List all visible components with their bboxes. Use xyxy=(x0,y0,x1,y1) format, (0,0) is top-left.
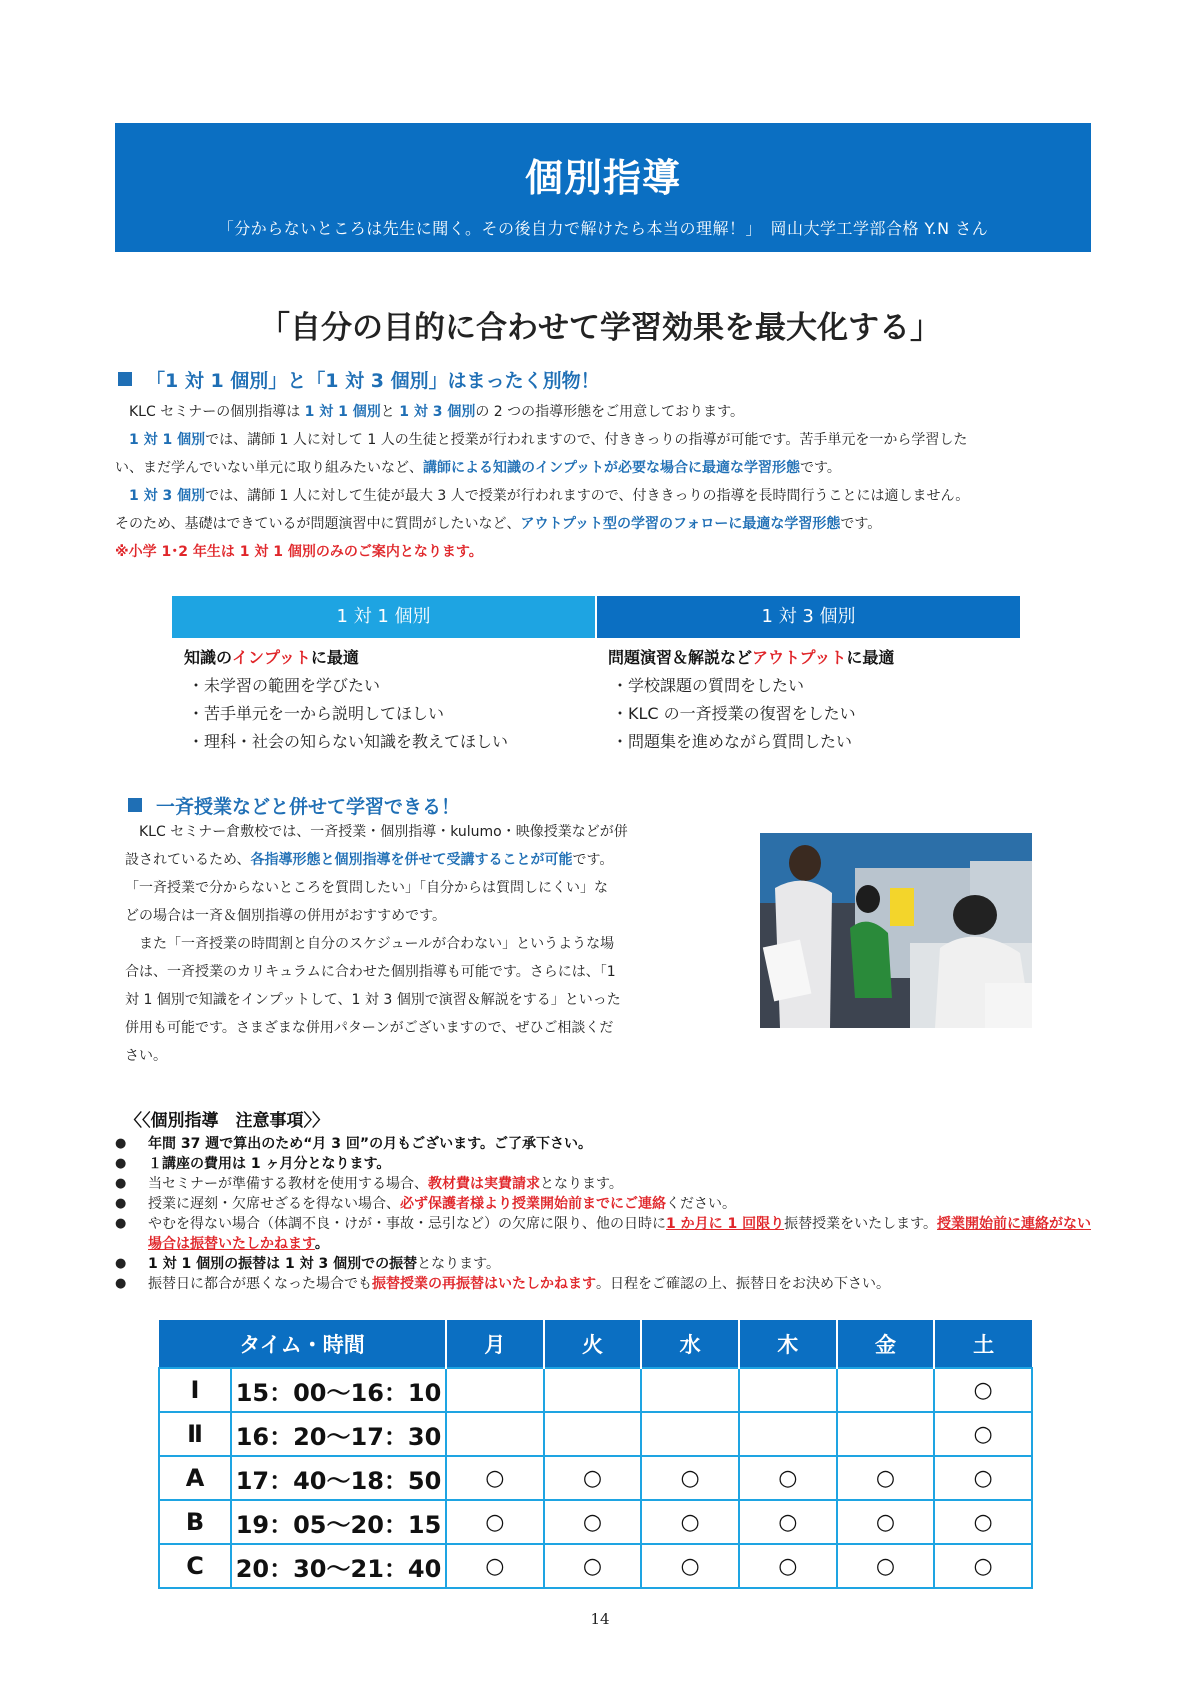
list-item: ● 1 対 1 個別の振替は 1 対 3 個別での振替となります。 xyxy=(115,1256,500,1272)
table-cell: ○ xyxy=(544,1456,642,1500)
column-header: 水 xyxy=(641,1320,739,1368)
column-header: 木 xyxy=(739,1320,837,1368)
paragraph-1on3: 1 対 3 個別では、講師 1 人に対して生徒が最大 3 人で授業が行われますので、付ききっりの指導を長時間行うことには適しません。 xyxy=(129,488,970,504)
text-line: 設されているため、各指導形態と個別指導を併せて受講することが可能です。 xyxy=(125,852,614,868)
compare-header-1on3: 1 対 3 個別 xyxy=(597,596,1020,638)
compare-lead: 問題演習＆解説などアウトプットに最適 xyxy=(608,648,895,667)
page-title: 個別指導 xyxy=(524,156,681,200)
section-heading-formats: 「1 対 1 個別」と「1 対 3 個別」はまったく別物！ xyxy=(118,366,600,393)
table-cell: ○ xyxy=(641,1456,739,1500)
period-label: A xyxy=(159,1456,231,1500)
period-time: 15：00～16：10 xyxy=(231,1368,446,1412)
compare-lead: 知識のインプットに最適 xyxy=(184,648,359,667)
square-bullet-icon xyxy=(128,798,142,812)
main-headline: 「自分の目的に合わせて学習効果を最大化する」 xyxy=(259,310,941,346)
table-cell: ○ xyxy=(739,1544,837,1588)
page-number: 14 xyxy=(590,1610,610,1628)
classroom-photo xyxy=(760,833,1032,1028)
classroom-photo-image xyxy=(760,833,1032,1028)
table-cell: ○ xyxy=(934,1368,1032,1412)
list-item: ・苦手単元を一から説明してほしい xyxy=(188,704,445,723)
bullet-icon: ● xyxy=(115,1156,127,1171)
list-item: ● 振替日に都合が悪くなった場合でも振替授業の再振替はいたしかねます。日程をご確認の上、振替日をお決め下さい。 xyxy=(115,1276,890,1292)
table-cell: ○ xyxy=(934,1412,1032,1456)
text-line: 「一斉授業で分からないところを質問したい」「自分からは質問しにくい」な xyxy=(125,880,608,896)
bullet-icon: ● xyxy=(115,1196,127,1211)
period-label: Ⅰ xyxy=(159,1368,231,1412)
table-cell xyxy=(837,1368,935,1412)
paragraph-1on1: 1 対 1 個別では、講師 1 人に対して 1 人の生徒と授業が行われますので、付ききっりの指導が可能です。苦手単元を一から学習した xyxy=(129,432,968,448)
column-header: 金 xyxy=(837,1320,935,1368)
table-cell xyxy=(544,1412,642,1456)
text-line: 合は、一斉授業のカリキュラムに合わせた個別指導も可能です。さらには、「1 xyxy=(125,964,616,980)
table-cell: ○ xyxy=(934,1456,1032,1500)
compare-column-1on3 xyxy=(596,644,1020,756)
period-time: 19：05～20：15 xyxy=(231,1500,446,1544)
period-label: C xyxy=(159,1544,231,1588)
text-line: KLC セミナー倉敷校では、一斉授業・個別指導・kulumo・映像授業などが併 xyxy=(139,824,628,840)
bullet-icon: ● xyxy=(115,1176,127,1191)
table-cell: ○ xyxy=(837,1500,935,1544)
column-header: 火 xyxy=(544,1320,642,1368)
list-item: ● 年間 37 週で算出のため“月 3 回”の月もございます。ご了承下さい。 xyxy=(115,1136,593,1152)
header-banner xyxy=(115,123,1091,252)
schedule-table xyxy=(158,1320,1033,1589)
period-time: 20：30～21：40 xyxy=(231,1544,446,1588)
grade-note: ※小学 1･2 年生は 1 対 1 個別のみのご案内となります。 xyxy=(115,544,483,560)
bullet-icon: ● xyxy=(115,1136,127,1151)
section-combined-body xyxy=(125,818,705,1070)
section-heading-combined: 一斉授業などと併せて学習できる！ xyxy=(128,792,460,819)
text-line: さい。 xyxy=(125,1048,167,1064)
table-cell: ○ xyxy=(641,1500,739,1544)
table-cell xyxy=(641,1412,739,1456)
square-bullet-icon xyxy=(118,372,132,386)
table-cell: ○ xyxy=(641,1544,739,1588)
column-header: 土 xyxy=(934,1320,1032,1368)
list-item: ・KLC の一斉授業の復習をしたい xyxy=(612,704,856,723)
format-comparison xyxy=(172,596,1020,756)
table-cell: ○ xyxy=(544,1500,642,1544)
table-cell xyxy=(837,1412,935,1456)
table-cell xyxy=(544,1368,642,1412)
list-item: ・問題集を進めながら質問したい xyxy=(612,732,853,751)
section-formats-body xyxy=(115,398,1100,566)
table-cell: ○ xyxy=(446,1544,544,1588)
period-label: Ⅱ xyxy=(159,1412,231,1456)
testimonial-quote: 「分からないところは先生に聞く。その後自力で解けたら本当の理解！」 岡山大学工学部合格 Y.N さん xyxy=(217,219,989,238)
list-item: ・未学習の範囲を学びたい xyxy=(188,676,381,695)
paragraph-intro: KLC セミナーの個別指導は 1 対 1 個別と 1 対 3 個別の 2 つの指導形態をご用意しております。 xyxy=(129,404,745,420)
text-line: また「一斉授業の時間割と自分のスケジュールが合わない」というような場 xyxy=(139,936,615,952)
paragraph-1on3-cont: そのため、基礎はできているが問題演習中に質問がしたいなど、アウトプット型の学習のフォローに最適な学習形態です。 xyxy=(115,516,882,532)
list-item: ● 当セミナーが準備する教材を使用する場合、教材費は実費請求となります。 xyxy=(115,1176,623,1192)
compare-header-1on1: 1 対 1 個別 xyxy=(172,596,595,638)
table-cell: ○ xyxy=(739,1456,837,1500)
text-line: 対 1 個別で知識をインプットして、1 対 3 個別で演習＆解説をする」といった xyxy=(125,992,621,1008)
list-item: ● やむを得ない場合（体調不良・けが・事故・忌引など）の欠席に限り、他の日時に1 か月に 1 回限り振替授業をいたします。授業開始前に連絡がない場合は振替いたしかねます。 xyxy=(115,1216,1091,1252)
period-time: 16：20～17：30 xyxy=(231,1412,446,1456)
compare-column-1on1 xyxy=(172,644,596,756)
table-cell: ○ xyxy=(934,1544,1032,1588)
period-time: 17：40～18：50 xyxy=(231,1456,446,1500)
table-row xyxy=(159,1412,1032,1456)
bullet-icon: ● xyxy=(115,1256,127,1271)
list-item: ● １講座の費用は 1 ヶ月分となります。 xyxy=(115,1156,391,1172)
table-row xyxy=(159,1456,1032,1500)
column-header: 月 xyxy=(446,1320,544,1368)
paragraph-1on1-cont: い、まだ学んでいない単元に取り組みたいなど、講師による知識のインプットが必要な場合に最適な学習形態です。 xyxy=(115,460,841,476)
table-cell: ○ xyxy=(739,1500,837,1544)
bullet-icon: ● xyxy=(115,1216,127,1231)
table-cell xyxy=(446,1412,544,1456)
text-line: 併用も可能です。さまざまな併用パターンがございますので、ぜひご相談くだ xyxy=(125,1020,614,1036)
list-item: ● 授業に遅刻・欠席せざるを得ない場合、必ず保護者様より授業開始前までにご連絡ください。 xyxy=(115,1196,736,1212)
table-cell xyxy=(446,1368,544,1412)
bullet-icon: ● xyxy=(115,1276,127,1291)
table-cell: ○ xyxy=(544,1544,642,1588)
table-cell: ○ xyxy=(837,1456,935,1500)
table-cell: ○ xyxy=(934,1500,1032,1544)
text-line: どの場合は一斉＆個別指導の併用がおすすめです。 xyxy=(125,908,447,924)
list-item: ・学校課題の質問をしたい xyxy=(612,676,805,695)
table-cell: ○ xyxy=(446,1456,544,1500)
table-row xyxy=(159,1544,1032,1588)
list-item: ・理科・社会の知らない知識を教えてほしい xyxy=(188,732,509,751)
table-cell: ○ xyxy=(446,1500,544,1544)
table-cell xyxy=(739,1368,837,1412)
notes-list xyxy=(115,1134,1095,1294)
table-cell xyxy=(641,1368,739,1412)
table-row xyxy=(159,1368,1032,1412)
table-cell: ○ xyxy=(837,1544,935,1588)
table-cell xyxy=(739,1412,837,1456)
table-row xyxy=(159,1500,1032,1544)
period-label: B xyxy=(159,1500,231,1544)
notes-title: 〈〈個別指導 注意事項〉〉 xyxy=(125,1111,329,1131)
column-header: タイム・時間 xyxy=(159,1320,446,1368)
table-header-row xyxy=(159,1320,1032,1368)
